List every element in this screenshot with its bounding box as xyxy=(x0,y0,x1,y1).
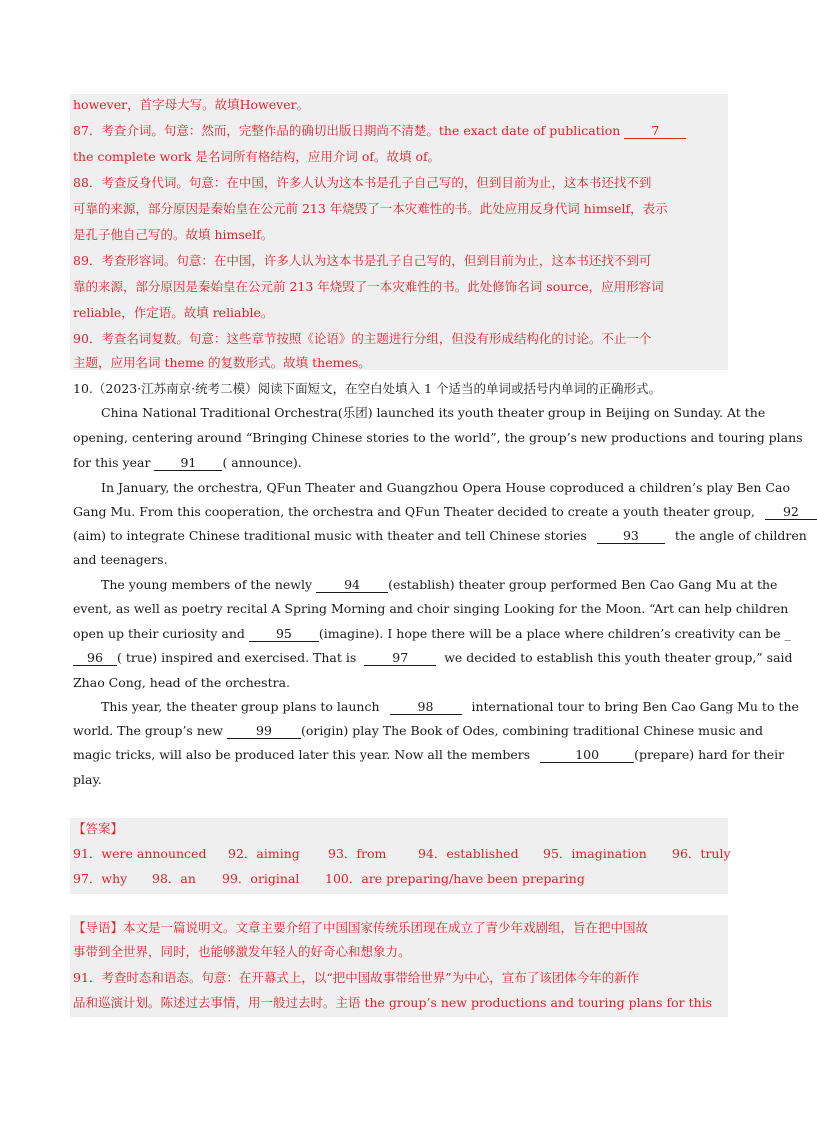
answer-number: 92 xyxy=(228,846,244,861)
explanation-text: ．考查时态和语态。句意：在开幕式上，以“把中国故事带给世界”为中心，宣布了该团体今年的新作 xyxy=(88,970,640,985)
answer-text: from xyxy=(356,846,387,861)
answer-sep: ． xyxy=(88,846,102,861)
passage-text: ( announce). xyxy=(222,455,302,470)
answer-sep: ． xyxy=(88,871,102,886)
explanation-text: ．考查名词复数。句意：这些章节按照《论语》的主题进行分组，但没有形成结构化的讨论。不止一个 xyxy=(88,331,652,346)
passage-line: opening, centering around “Bringing Chinese stories to the world”, the group’s new productions and touring plans xyxy=(73,430,803,445)
answer-number: 99 xyxy=(222,871,238,886)
answer-91 xyxy=(73,846,206,862)
passage-line xyxy=(73,504,799,520)
passage-line: and teenagers. xyxy=(73,552,168,567)
answer-text: why xyxy=(101,871,128,886)
answer-text: truly xyxy=(700,846,731,861)
answer-text: aiming xyxy=(256,846,300,861)
blank-93: 93 xyxy=(597,529,665,544)
answer-sep: ． xyxy=(558,846,572,861)
explanation-91 xyxy=(73,970,727,986)
explanation-number: 88 xyxy=(73,175,89,190)
answer-sep: ． xyxy=(243,846,257,861)
passage-line xyxy=(73,455,727,471)
passage-text: international tour to bring Ben Cao Gang Mu to the xyxy=(471,699,799,714)
answer-sep: ． xyxy=(167,871,181,886)
explanation-text: 品和巡演计划。陈述过去事情，用一般过去时。主语 the group’s new productions and touring plans for this xyxy=(73,995,713,1010)
blank-92: 92 xyxy=(765,505,817,520)
explanation-text: ．考查形容词。句意：在中国，许多人认为这本书是孔子自己写的，但到目前为止，这本书还找不到可 xyxy=(88,253,652,268)
explanation-number: 87 xyxy=(73,123,89,138)
passage-text: ( true) inspired and exercised. That is xyxy=(117,650,357,665)
explanation-88 xyxy=(73,175,727,191)
guide-line xyxy=(73,920,727,936)
answer-number: 96 xyxy=(672,846,688,861)
answer-98 xyxy=(152,871,196,887)
passage-text: magic tricks, will also be produced later this year. Now all the members xyxy=(73,747,531,762)
blank-94: 94 xyxy=(316,578,388,593)
explanation-90 xyxy=(73,331,727,347)
answer-97 xyxy=(73,871,127,887)
explanation-text: 主题，应用名词 theme 的复数形式。故填 themes。 xyxy=(73,355,371,370)
explanation-87 xyxy=(73,123,727,139)
passage-line: event, as well as poetry recital A Spring Morning and choir singing Looking for the Moon. “Art can help children xyxy=(73,601,789,616)
passage-text: open up their curiosity and xyxy=(73,626,245,641)
explanation-text: ．考查反身代词。句意：在中国，许多人认为这本书是孔子自己写的，但到目前为止，这本书还找不到 xyxy=(88,175,652,190)
answer-96 xyxy=(672,846,731,862)
answer-text: established xyxy=(446,846,519,861)
passage-text: The young members of the newly xyxy=(101,577,313,592)
explanation-89 xyxy=(73,253,727,269)
answer-text: imagination xyxy=(571,846,647,861)
answer-label: 【答案】 xyxy=(73,821,124,836)
passage-line: Zhao Cong, head of the orchestra. xyxy=(73,675,291,690)
passage-text: world. The group’s new xyxy=(73,723,223,738)
explanation-line: however，首字母大写。故填However。 xyxy=(73,97,310,112)
blank-96: 96 xyxy=(73,651,117,666)
blank-98: 98 xyxy=(390,700,462,715)
explanation-text: ．考查介词。句意：然而，完整作品的确切出版日期尚不清楚。the exact date of publication xyxy=(88,123,621,138)
passage-text: (prepare) hard for their xyxy=(634,747,785,762)
passage-text: the angle of children xyxy=(674,528,807,543)
passage-line xyxy=(73,699,799,715)
explanation-text: 可靠的来源，部分原因是秦始皇在公元前 213 年烧毁了一本灾难性的书。此处应用反身代词 himself，表示 xyxy=(73,201,668,216)
passage-text: (establish) theater group performed Ben Cao Gang Mu at the xyxy=(388,577,778,592)
passage-text: (aim) to integrate Chinese traditional music with theater and tell Chinese stories xyxy=(73,528,587,543)
explanation-text: reliable，作定语。故填 reliable。 xyxy=(73,305,274,320)
answer-sep: ． xyxy=(687,846,701,861)
answer-sep: ． xyxy=(348,871,362,886)
passage-text: _ xyxy=(784,626,791,641)
guide-line: 事带到全世界，同时，也能够激发年轻人的好奇心和想象力。 xyxy=(73,944,411,959)
answer-text: were announced xyxy=(101,846,207,861)
blank-100: 100 xyxy=(540,748,634,763)
passage-text: (imagine). I hope there will be a place where children’s creativity can be xyxy=(318,626,781,641)
passage-line xyxy=(73,528,807,544)
answer-sep: ． xyxy=(433,846,447,861)
blank-91: 91 xyxy=(154,456,222,471)
explanation-text: 靠的来源，部分原因是秦始皇在公元前 213 年烧毁了一本灾难性的书。此处修饰名词 source，应用形容词 xyxy=(73,279,664,294)
blank-97: 97 xyxy=(364,651,436,666)
blank-99: 99 xyxy=(227,724,301,739)
answer-100 xyxy=(325,871,585,887)
answer-text: an xyxy=(180,871,196,886)
answer-95 xyxy=(543,846,647,862)
answer-number: 100 xyxy=(325,871,349,886)
passage-text: (origin) play The Book of Odes, combining traditional Chinese music and xyxy=(300,723,763,738)
explanation-number: 90 xyxy=(73,331,89,346)
passage-line xyxy=(73,577,778,593)
passage-text: Gang Mu. From this cooperation, the orchestra and QFun Theater decided to create a youth theater group, xyxy=(73,504,755,519)
passage-line: play. xyxy=(73,772,102,787)
explanation-number: 89 xyxy=(73,253,89,268)
answer-94 xyxy=(418,846,519,862)
passage-line xyxy=(73,723,763,739)
blank-95: 95 xyxy=(249,627,319,642)
passage-text: we decided to establish this youth theater group,” said xyxy=(444,650,793,665)
answer-number: 98 xyxy=(152,871,168,886)
answer-number: 91 xyxy=(73,846,89,861)
answer-93 xyxy=(328,846,386,862)
passage-text: for this year xyxy=(73,455,151,470)
guide-label: 【导语】 xyxy=(73,920,124,935)
explanation-number: 91 xyxy=(73,970,89,985)
passage-line: In January, the orchestra, QFun Theater and Guangzhou Opera House coproduced a children’s play Ben Cao xyxy=(101,480,790,495)
answer-text: are preparing/have been preparing xyxy=(361,871,585,886)
answer-99 xyxy=(222,871,299,887)
question-header: 10.（2023·江苏南京·统考二模）阅读下面短文，在空白处填入 1 个适当的单词或括号内单词的正确形式。 xyxy=(73,381,662,396)
passage-line xyxy=(73,626,791,642)
guide-text: 本文是一篇说明文。文章主要介绍了中国国家传统乐团现在成立了青少年戏剧组，旨在把中国故 xyxy=(123,920,649,935)
answer-sep: ． xyxy=(343,846,357,861)
answer-sep: ． xyxy=(237,871,251,886)
answer-text: original xyxy=(250,871,300,886)
passage-line: China National Traditional Orchestra(乐团) launched its youth theater group in Beijing on Sunday. At the xyxy=(101,405,766,420)
answer-number: 95 xyxy=(543,846,559,861)
answer-number: 94 xyxy=(418,846,434,861)
passage-text: This year, the theater group plans to launch xyxy=(101,699,380,714)
passage-line xyxy=(73,650,793,666)
blank-7: 7 xyxy=(624,124,686,139)
explanation-text: the complete work 是名词所有格结构，应用介词 of。故填 of。 xyxy=(73,149,441,164)
passage-line xyxy=(73,747,785,763)
answer-92 xyxy=(228,846,300,862)
answer-number: 97 xyxy=(73,871,89,886)
explanation-text: 是孔子他自己写的。故填 himself。 xyxy=(73,227,274,242)
answer-number: 93 xyxy=(328,846,344,861)
